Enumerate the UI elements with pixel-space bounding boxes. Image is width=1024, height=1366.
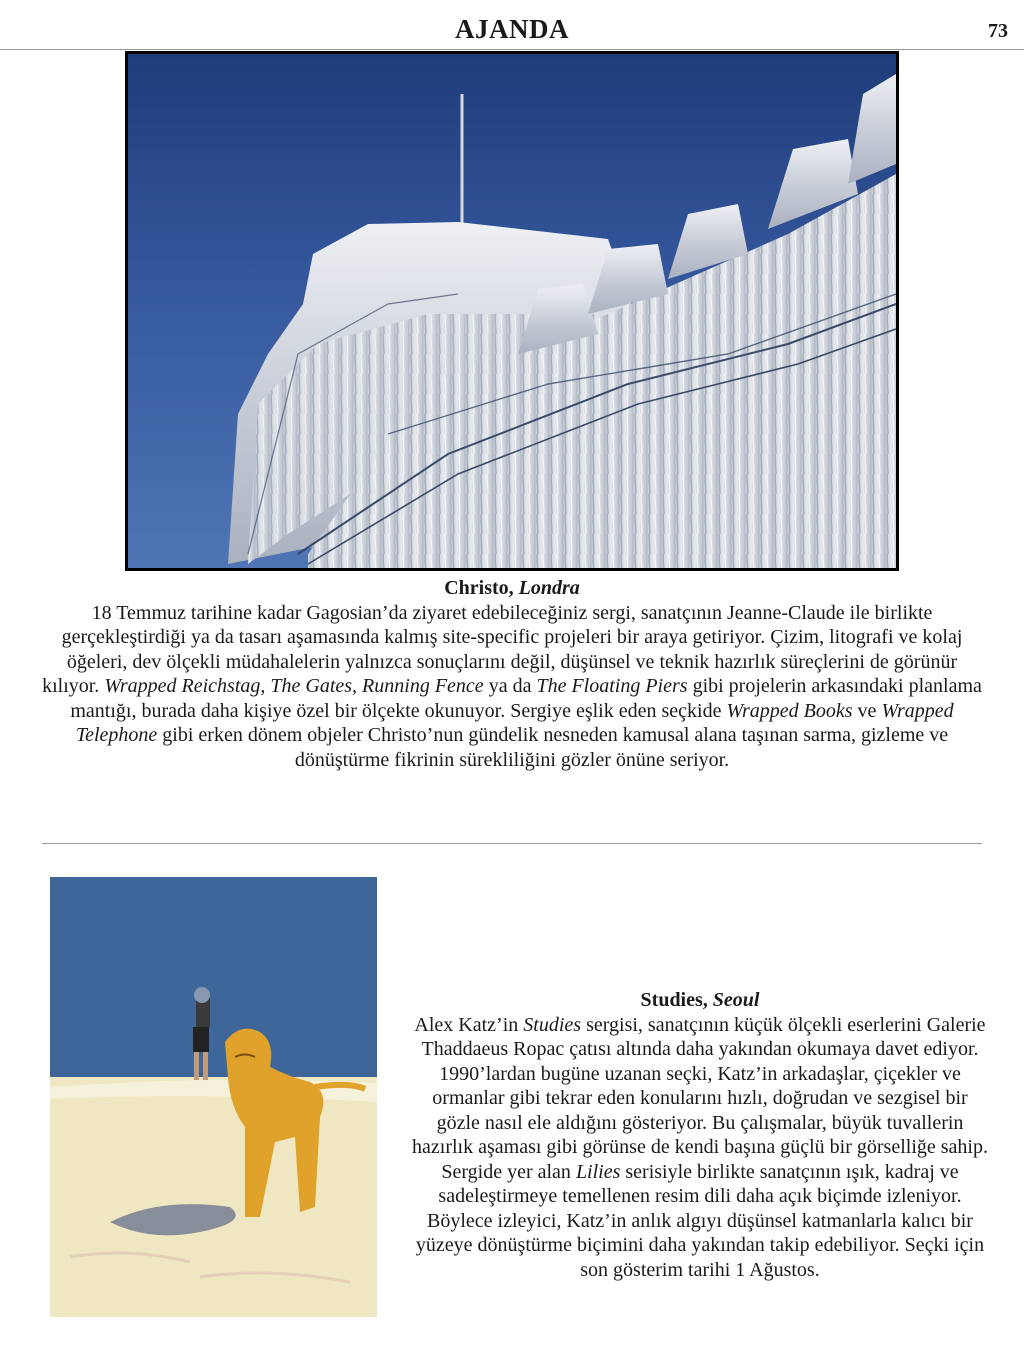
beach-dog-painting — [50, 877, 377, 1317]
page-number: 73 — [988, 20, 1008, 42]
katz-painting-photo — [50, 877, 377, 1317]
italic-title-run: Wrapped Reichstag, The Gates, Running Fence — [104, 675, 484, 697]
article-studies — [410, 988, 990, 1282]
section-divider — [42, 843, 982, 844]
city-name: Seoul — [712, 989, 760, 1011]
text-run: gibi erken dönem objeler Christo’nun gündelik nesneden kamusal alana taşınan sarma, gizleme ve dönüştürme fikrinin sürekliliğini gözler önüne seriyor. — [157, 724, 949, 771]
wrapped-building-illustration — [128, 54, 896, 568]
header-rule — [0, 49, 1024, 50]
text-run: Alex Katz’in — [414, 1013, 524, 1036]
italic-title-run: The Floating Piers — [536, 675, 688, 697]
text-run: 18 Temmuz tarihine kadar Gagosian’da ziyaret edebileceğiniz sergi, sanatçının Jeanne-Claude ile birlikte gerçekleştirdiği ya da tasarı aşamasında kalmış site-specific projeleri bir araya getiriyor. Çizim, litografi ve kolaj öğeleri, dev ölçekli müdahalelerin yalnızca sonuçlarını değil, düşünsel ve teknik hazırlık süreçlerini de görünür kılıyor. — [42, 601, 963, 697]
article-title — [42, 576, 982, 601]
section-title: AJANDA — [455, 14, 569, 44]
exhibition-name: Studies, — [640, 989, 708, 1011]
city-name: Londra — [518, 577, 580, 599]
page-header — [0, 0, 1024, 50]
article-title — [410, 988, 990, 1013]
text-run: ya da — [483, 675, 537, 697]
wrapped-building-photo — [125, 51, 899, 571]
text-run: serisiyle birlikte sanatçının ışık, kadraj ve sadeleştirmeye temellenen resim dili daha açık biçimde izleniyor. Böylece izleyici, Katz’in anlık algıyı düşünsel katmanlarla kalıcı bir yüzeye dönüştürme biçimini daha yakından takip edebiliyor. Seçki için son gösterim tarihi 1 Ağustos. — [415, 1160, 985, 1281]
article-christo — [42, 576, 982, 772]
italic-title-run: Wrapped Books — [726, 699, 853, 722]
italic-title-run: Studies — [523, 1013, 582, 1036]
article-body — [42, 601, 982, 773]
article-body — [410, 1013, 990, 1283]
artist-name: Christo, — [444, 577, 514, 599]
text-run: ve — [852, 699, 882, 722]
text-run: gibi projelerin arkasındaki planlama mantığı, burada daha kişiye özel bir ölçekte okunuyor. Sergiye eşlik eden seçkide — [70, 675, 982, 722]
text-run: sergisi, sanatçının küçük ölçekli eserlerini Galerie Thaddaeus Ropac çatısı altında daha yakından okumaya davet ediyor. 1990’lardan bugüne uzanan seçki, Katz’in arkadaşlar, çiçekler ve ormanlar gibi tekrar eden konularını hızlı, doğrudan ve sezgisel bir gözle nasıl ele aldığını gösteriyor. Bu çalışmalar, büyük tuvallerin hazırlık aşaması gibi görünse de kendi başına güçlü bir görselliğe sahip. Sergide yer alan — [412, 1013, 988, 1183]
italic-title-run: Lilies — [575, 1160, 621, 1183]
italic-title-run: Wrapped Telephone — [75, 699, 954, 746]
